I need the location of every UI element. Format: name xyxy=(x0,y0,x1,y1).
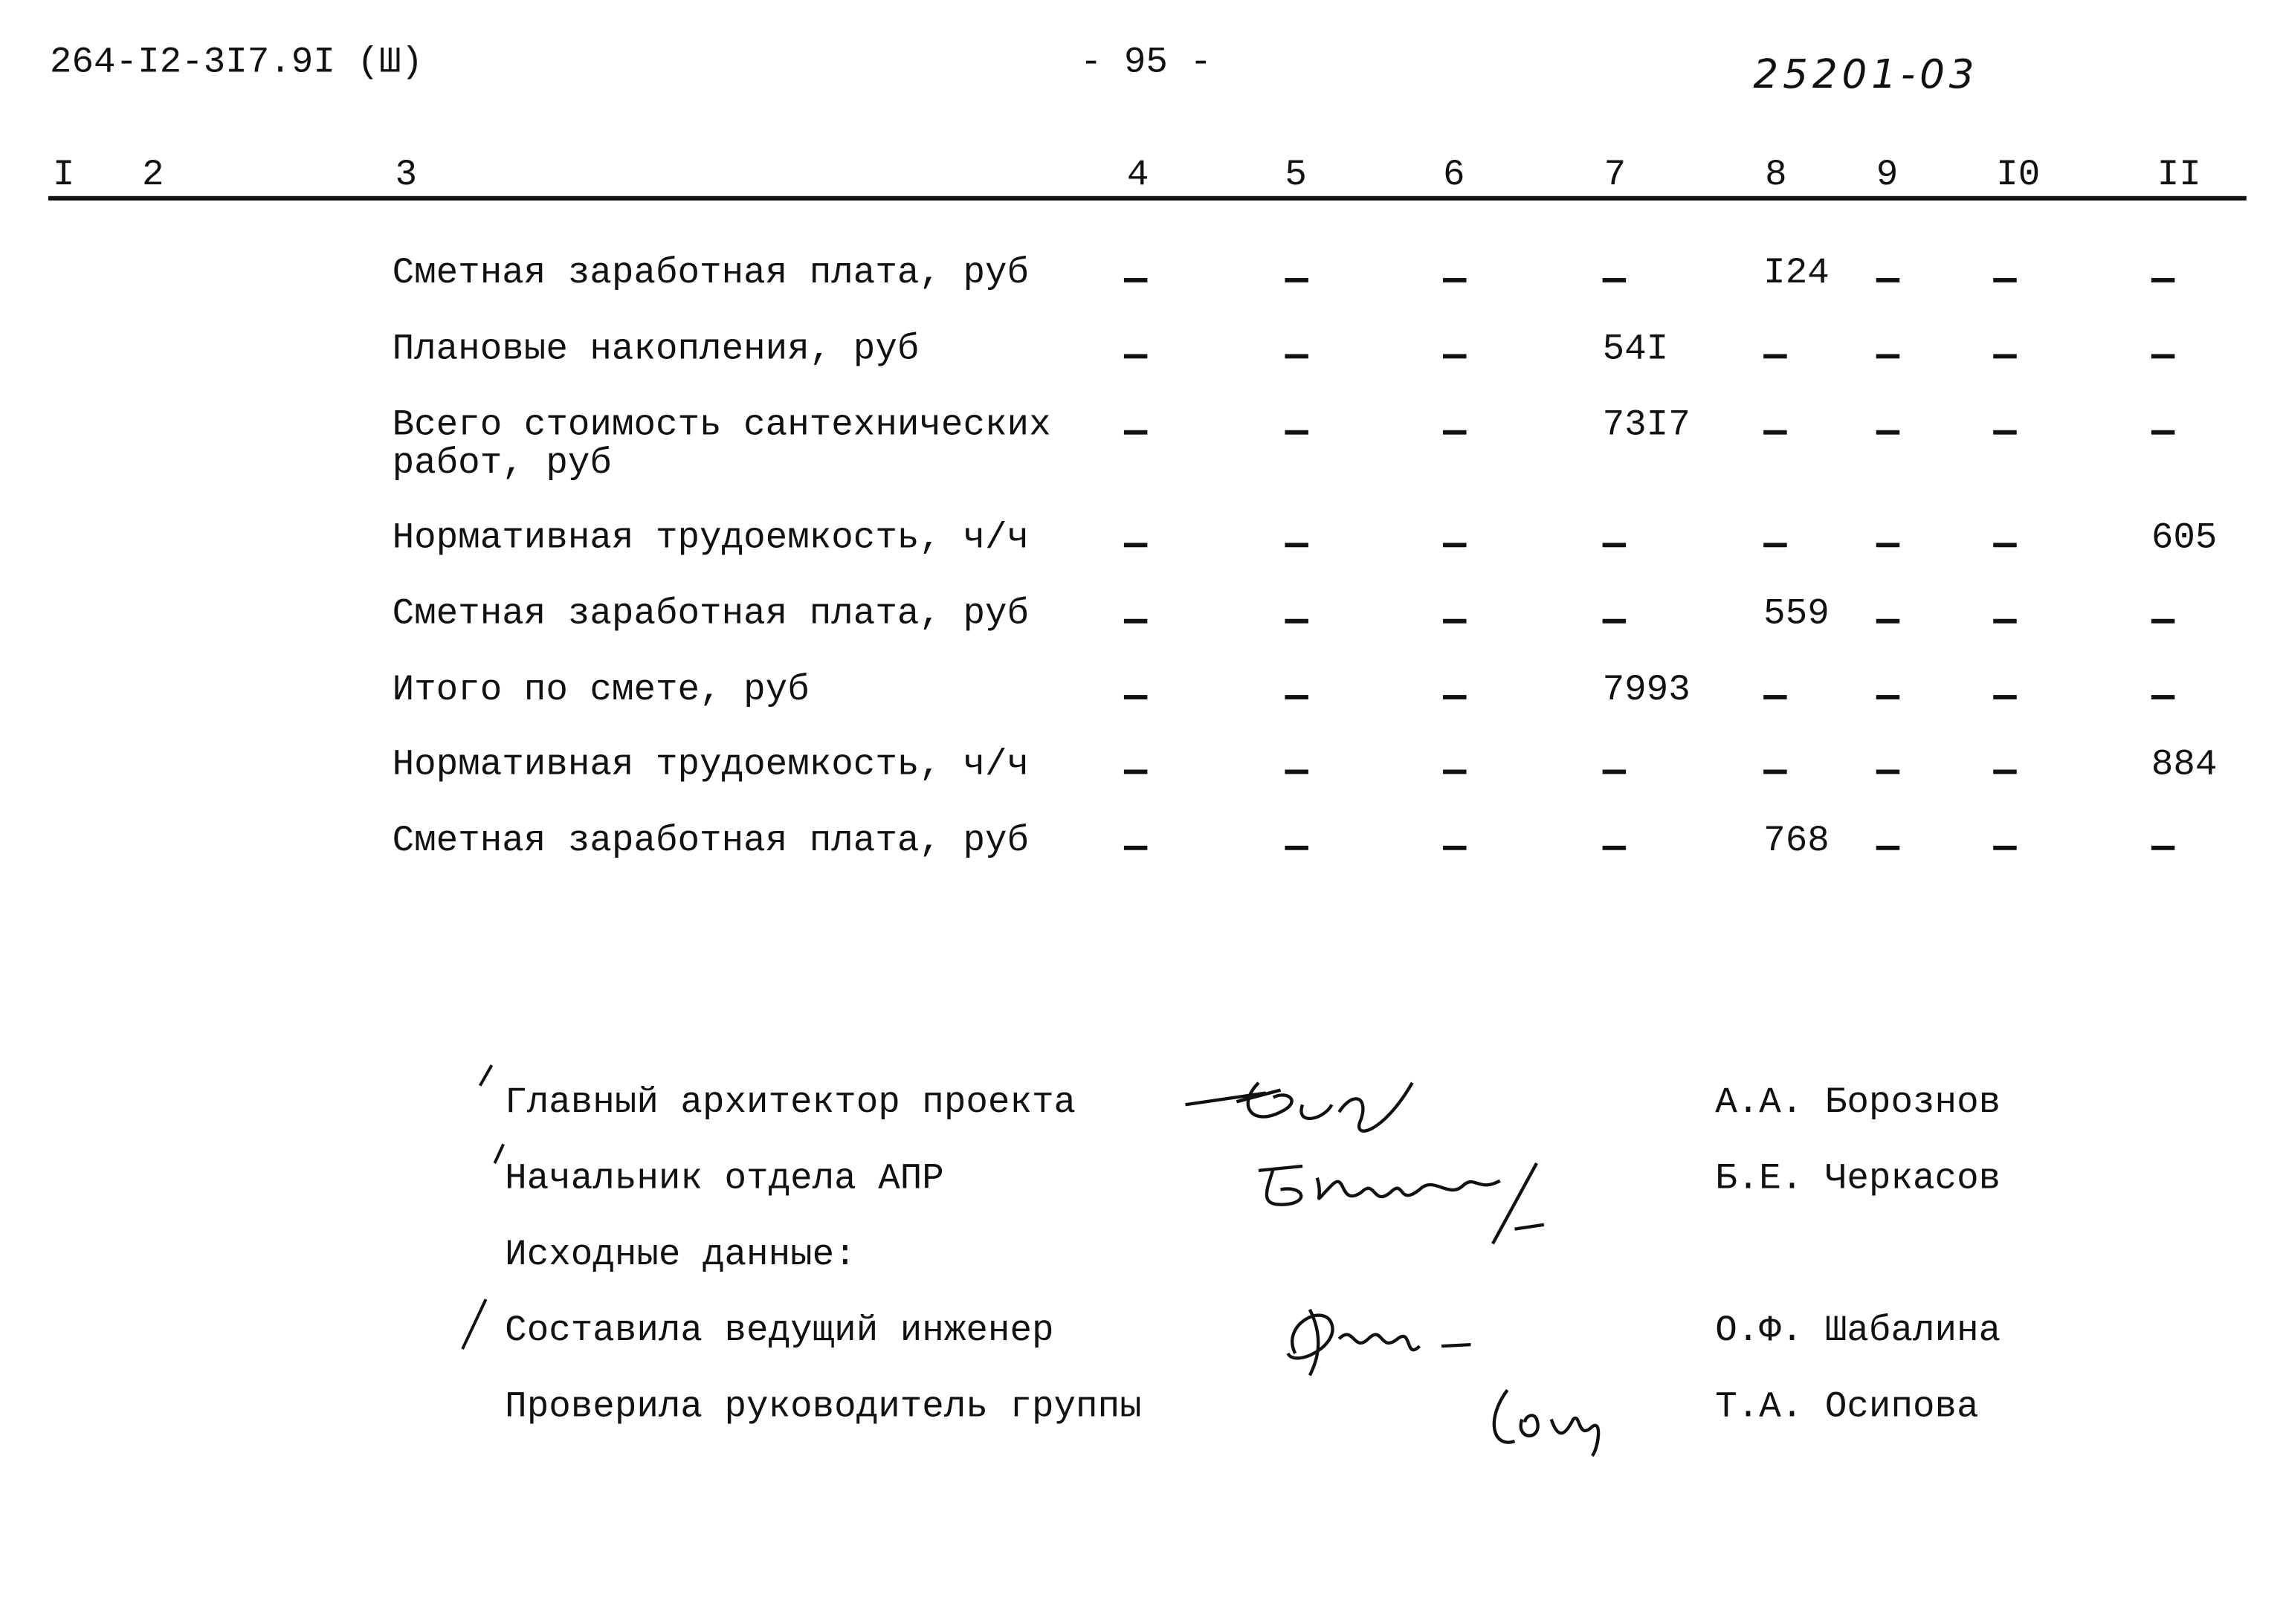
empty-cell-dash xyxy=(1763,407,1786,443)
empty-cell-dash xyxy=(1124,672,1147,708)
empty-cell-dash xyxy=(1993,520,2016,556)
empty-cell-dash xyxy=(1443,520,1466,556)
empty-cell-dash xyxy=(1124,407,1147,443)
row-label: Плановые накопления, руб xyxy=(392,327,920,371)
cell-value: 605 xyxy=(2151,516,2218,560)
signatory-name: А.А. Борознов xyxy=(1715,1081,2001,1124)
empty-cell-dash xyxy=(1993,595,2016,632)
empty-cell-dash xyxy=(1763,331,1786,367)
check-marks xyxy=(0,0,585,1463)
cell-value: 768 xyxy=(1763,819,1830,862)
cell-value: 559 xyxy=(1763,592,1830,635)
column-header: 9 xyxy=(1876,153,1899,196)
column-header: 8 xyxy=(1765,153,1787,196)
row-label: Нормативная трудоемкость, ч/ч xyxy=(392,743,1030,786)
document-code: 264-I2-3I7.9I (Ш) xyxy=(49,41,424,84)
row-label: Итого по смете, руб xyxy=(392,668,810,711)
empty-cell-dash xyxy=(1603,746,1626,783)
empty-cell-dash xyxy=(2151,595,2174,632)
signatory-role: Составила ведущий инженер xyxy=(505,1309,1054,1352)
empty-cell-dash xyxy=(1124,520,1147,556)
column-header: 2 xyxy=(141,153,164,196)
row-label: работ, руб xyxy=(392,441,612,485)
cell-value: 73I7 xyxy=(1602,404,1691,447)
empty-cell-dash xyxy=(1603,822,1626,858)
empty-cell-dash xyxy=(1993,746,2016,783)
column-header: I0 xyxy=(1996,153,2041,196)
empty-cell-dash xyxy=(1285,595,1308,632)
empty-cell-dash xyxy=(1603,255,1626,291)
empty-cell-dash xyxy=(1443,331,1466,367)
empty-cell-dash xyxy=(2151,255,2174,291)
row-label: Сметная заработная плата, руб xyxy=(392,251,1030,294)
empty-cell-dash xyxy=(1285,520,1308,556)
empty-cell-dash xyxy=(2151,672,2174,708)
empty-cell-dash xyxy=(1993,672,2016,708)
cell-value: I24 xyxy=(1763,251,1830,294)
signature-cherkasov xyxy=(1244,1148,1566,1251)
empty-cell-dash xyxy=(1876,822,1899,858)
empty-cell-dash xyxy=(1993,255,2016,291)
cell-value: 7993 xyxy=(1602,668,1691,711)
empty-cell-dash xyxy=(1124,822,1147,858)
signatory-role: Главный архитектор проекта xyxy=(505,1081,1076,1124)
handwritten-inventory-number: 25201-03 xyxy=(1753,52,1979,98)
empty-cell-dash xyxy=(1124,331,1147,367)
empty-cell-dash xyxy=(1285,672,1308,708)
empty-cell-dash xyxy=(1876,407,1899,443)
signature-borozonov xyxy=(1178,1061,1441,1148)
empty-cell-dash xyxy=(1443,746,1466,783)
empty-cell-dash xyxy=(2151,822,2174,858)
signatory-name: Т.А. Осипова xyxy=(1715,1385,1979,1429)
empty-cell-dash xyxy=(2151,331,2174,367)
empty-cell-dash xyxy=(1763,746,1786,783)
empty-cell-dash xyxy=(1285,407,1308,443)
empty-cell-dash xyxy=(1443,407,1466,443)
empty-cell-dash xyxy=(1443,255,1466,291)
column-header: 7 xyxy=(1604,153,1627,196)
empty-cell-dash xyxy=(1993,407,2016,443)
empty-cell-dash xyxy=(1443,595,1466,632)
row-label: Всего стоимость сантехнических xyxy=(392,404,1051,447)
column-header: 3 xyxy=(395,153,418,196)
cell-value: 54I xyxy=(1602,327,1669,371)
column-header: 4 xyxy=(1126,153,1149,196)
page-number: - 95 - xyxy=(1079,41,1212,84)
empty-cell-dash xyxy=(1876,746,1899,783)
column-header: I xyxy=(52,153,75,196)
empty-cell-dash xyxy=(1603,595,1626,632)
signature-osipova xyxy=(1478,1375,1624,1463)
empty-cell-dash xyxy=(1763,672,1786,708)
empty-cell-dash xyxy=(1285,822,1308,858)
empty-cell-dash xyxy=(1285,331,1308,367)
column-header: 5 xyxy=(1285,153,1307,196)
empty-cell-dash xyxy=(1443,822,1466,858)
signatory-name: О.Ф. Шабалина xyxy=(1715,1309,2001,1352)
empty-cell-dash xyxy=(1285,746,1308,783)
empty-cell-dash xyxy=(1285,255,1308,291)
signatory-role: Проверила руководитель группы xyxy=(505,1385,1142,1429)
signature-shabalina xyxy=(1266,1295,1485,1382)
empty-cell-dash xyxy=(1763,520,1786,556)
empty-cell-dash xyxy=(1993,331,2016,367)
row-label: Сметная заработная плата, руб xyxy=(392,819,1030,862)
empty-cell-dash xyxy=(1876,520,1899,556)
row-label: Сметная заработная плата, руб xyxy=(392,592,1030,635)
column-header: 6 xyxy=(1443,153,1465,196)
empty-cell-dash xyxy=(1993,822,2016,858)
empty-cell-dash xyxy=(1124,746,1147,783)
empty-cell-dash xyxy=(1603,520,1626,556)
empty-cell-dash xyxy=(1876,672,1899,708)
column-header: II xyxy=(2157,153,2201,196)
row-label: Нормативная трудоемкость, ч/ч xyxy=(392,516,1030,560)
cell-value: 884 xyxy=(2151,743,2218,786)
empty-cell-dash xyxy=(2151,407,2174,443)
empty-cell-dash xyxy=(1124,595,1147,632)
empty-cell-dash xyxy=(1876,595,1899,632)
signatory-role: Исходные данные: xyxy=(505,1233,856,1276)
signatory-role: Начальник отдела АПР xyxy=(505,1157,944,1200)
empty-cell-dash xyxy=(1443,672,1466,708)
signatory-name: Б.Е. Черкасов xyxy=(1715,1157,2001,1200)
empty-cell-dash xyxy=(1876,331,1899,367)
empty-cell-dash xyxy=(1124,255,1147,291)
empty-cell-dash xyxy=(1876,255,1899,291)
